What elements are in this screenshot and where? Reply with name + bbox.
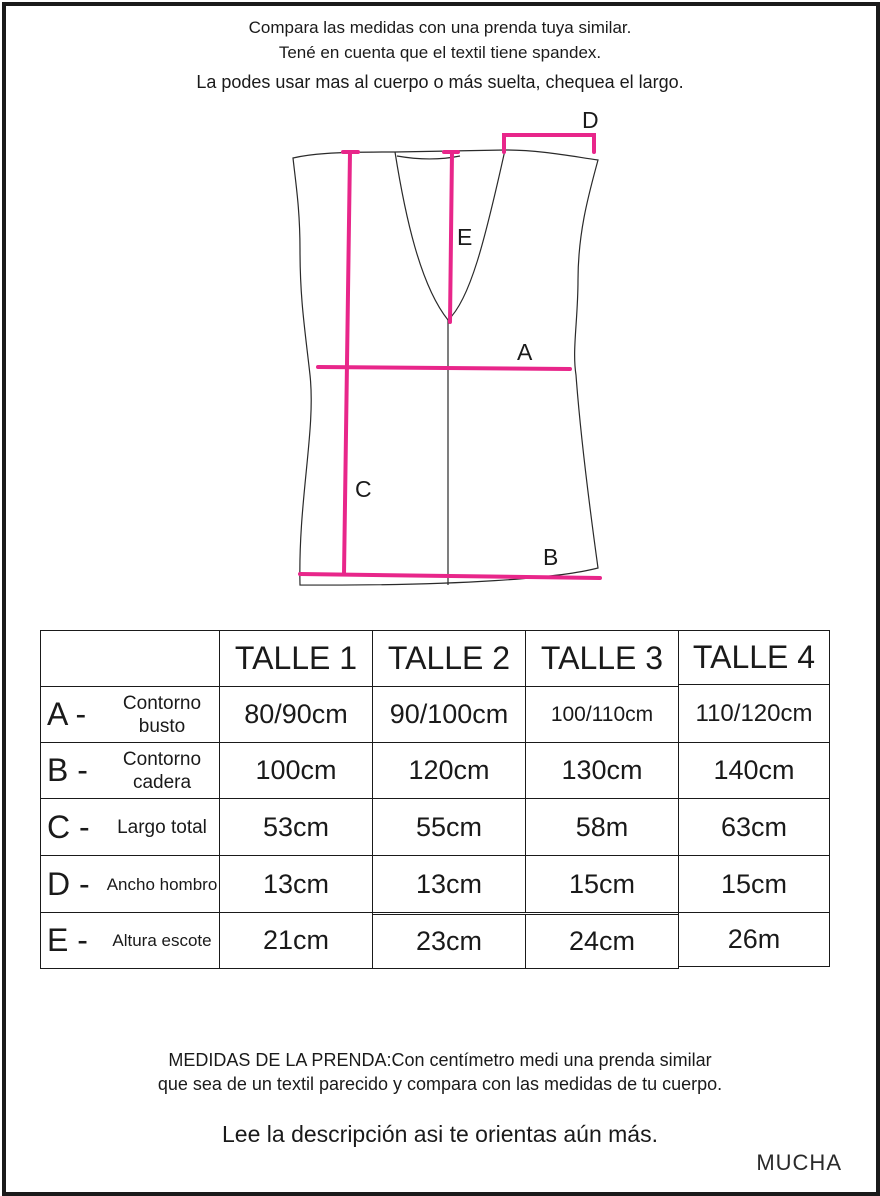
intro-line-3: La podes usar mas al cuerpo o más suelta, chequea el largo. xyxy=(196,72,684,92)
table-header-talle-4: TALLE 4 xyxy=(678,630,830,685)
diagram-label-c: C xyxy=(355,476,372,502)
table-header-talle-2: TALLE 2 xyxy=(372,630,526,687)
row-desc: Contorno busto xyxy=(122,692,202,737)
row-letter: D - xyxy=(47,865,90,902)
brand-name: MUCHA xyxy=(756,1150,842,1175)
row-desc: Ancho hombro xyxy=(106,874,218,894)
measure-line-d xyxy=(504,135,594,152)
row-letter: E - xyxy=(47,922,88,958)
table-cell: 100/110cm xyxy=(525,686,679,743)
table-cell: 24cm xyxy=(525,914,679,969)
table-cell: 63cm xyxy=(678,798,830,856)
table-cell: 58m xyxy=(525,798,679,856)
intro-line-2: Tené en cuenta que el textil tiene spandex. xyxy=(278,43,602,62)
diagram-label-e: E xyxy=(457,224,473,250)
diagram-label-a: A xyxy=(517,339,533,365)
diagram-label-b: B xyxy=(543,544,559,570)
table-cell: 130cm xyxy=(525,742,679,799)
row-letter: B - xyxy=(47,752,88,788)
measure-line-e xyxy=(450,152,452,322)
table-cell: 90/100cm xyxy=(372,686,526,743)
table-cell: 13cm xyxy=(219,855,373,913)
table-cell: 80/90cm xyxy=(219,686,373,743)
measure-line-a xyxy=(318,367,570,369)
row-desc: Contorno cadera xyxy=(122,748,202,793)
row-desc: Altura escote xyxy=(112,931,212,950)
table-cell: 53cm xyxy=(219,798,373,856)
table-header-talle-1: TALLE 1 xyxy=(219,630,373,687)
footer-line-1: MEDIDAS DE LA PRENDA:Con centímetro medi una prenda similar xyxy=(168,1050,712,1070)
table-cell: 15cm xyxy=(678,855,830,913)
table-cell: 21cm xyxy=(219,912,373,969)
table-cell: 15cm xyxy=(525,855,679,913)
table-cell: 26m xyxy=(678,912,830,967)
table-cell: 110/120cm xyxy=(678,684,830,743)
table-cell: 140cm xyxy=(678,742,830,799)
table-cell: 13cm xyxy=(372,855,526,913)
footer-line-2: que sea de un textil parecido y compara con las medidas de tu cuerpo. xyxy=(157,1074,723,1094)
table-cell: 120cm xyxy=(372,742,526,799)
table-cell: 23cm xyxy=(372,914,526,969)
table-header-talle-3: TALLE 3 xyxy=(525,630,679,687)
footer-line-3: Lee la descripción asi te orientas aún más. xyxy=(222,1121,658,1147)
row-letter: A - xyxy=(47,696,87,732)
row-desc: Largo total xyxy=(117,816,207,838)
table-cell: 55cm xyxy=(372,798,526,856)
row-letter: C - xyxy=(47,808,90,845)
intro-line-1: Compara las medidas con una prenda tuya similar. xyxy=(248,18,632,37)
measure-line-c xyxy=(344,152,350,574)
garment-diagram xyxy=(280,100,620,600)
table-cell: 100cm xyxy=(219,742,373,799)
diagram-label-d: D xyxy=(582,107,599,133)
